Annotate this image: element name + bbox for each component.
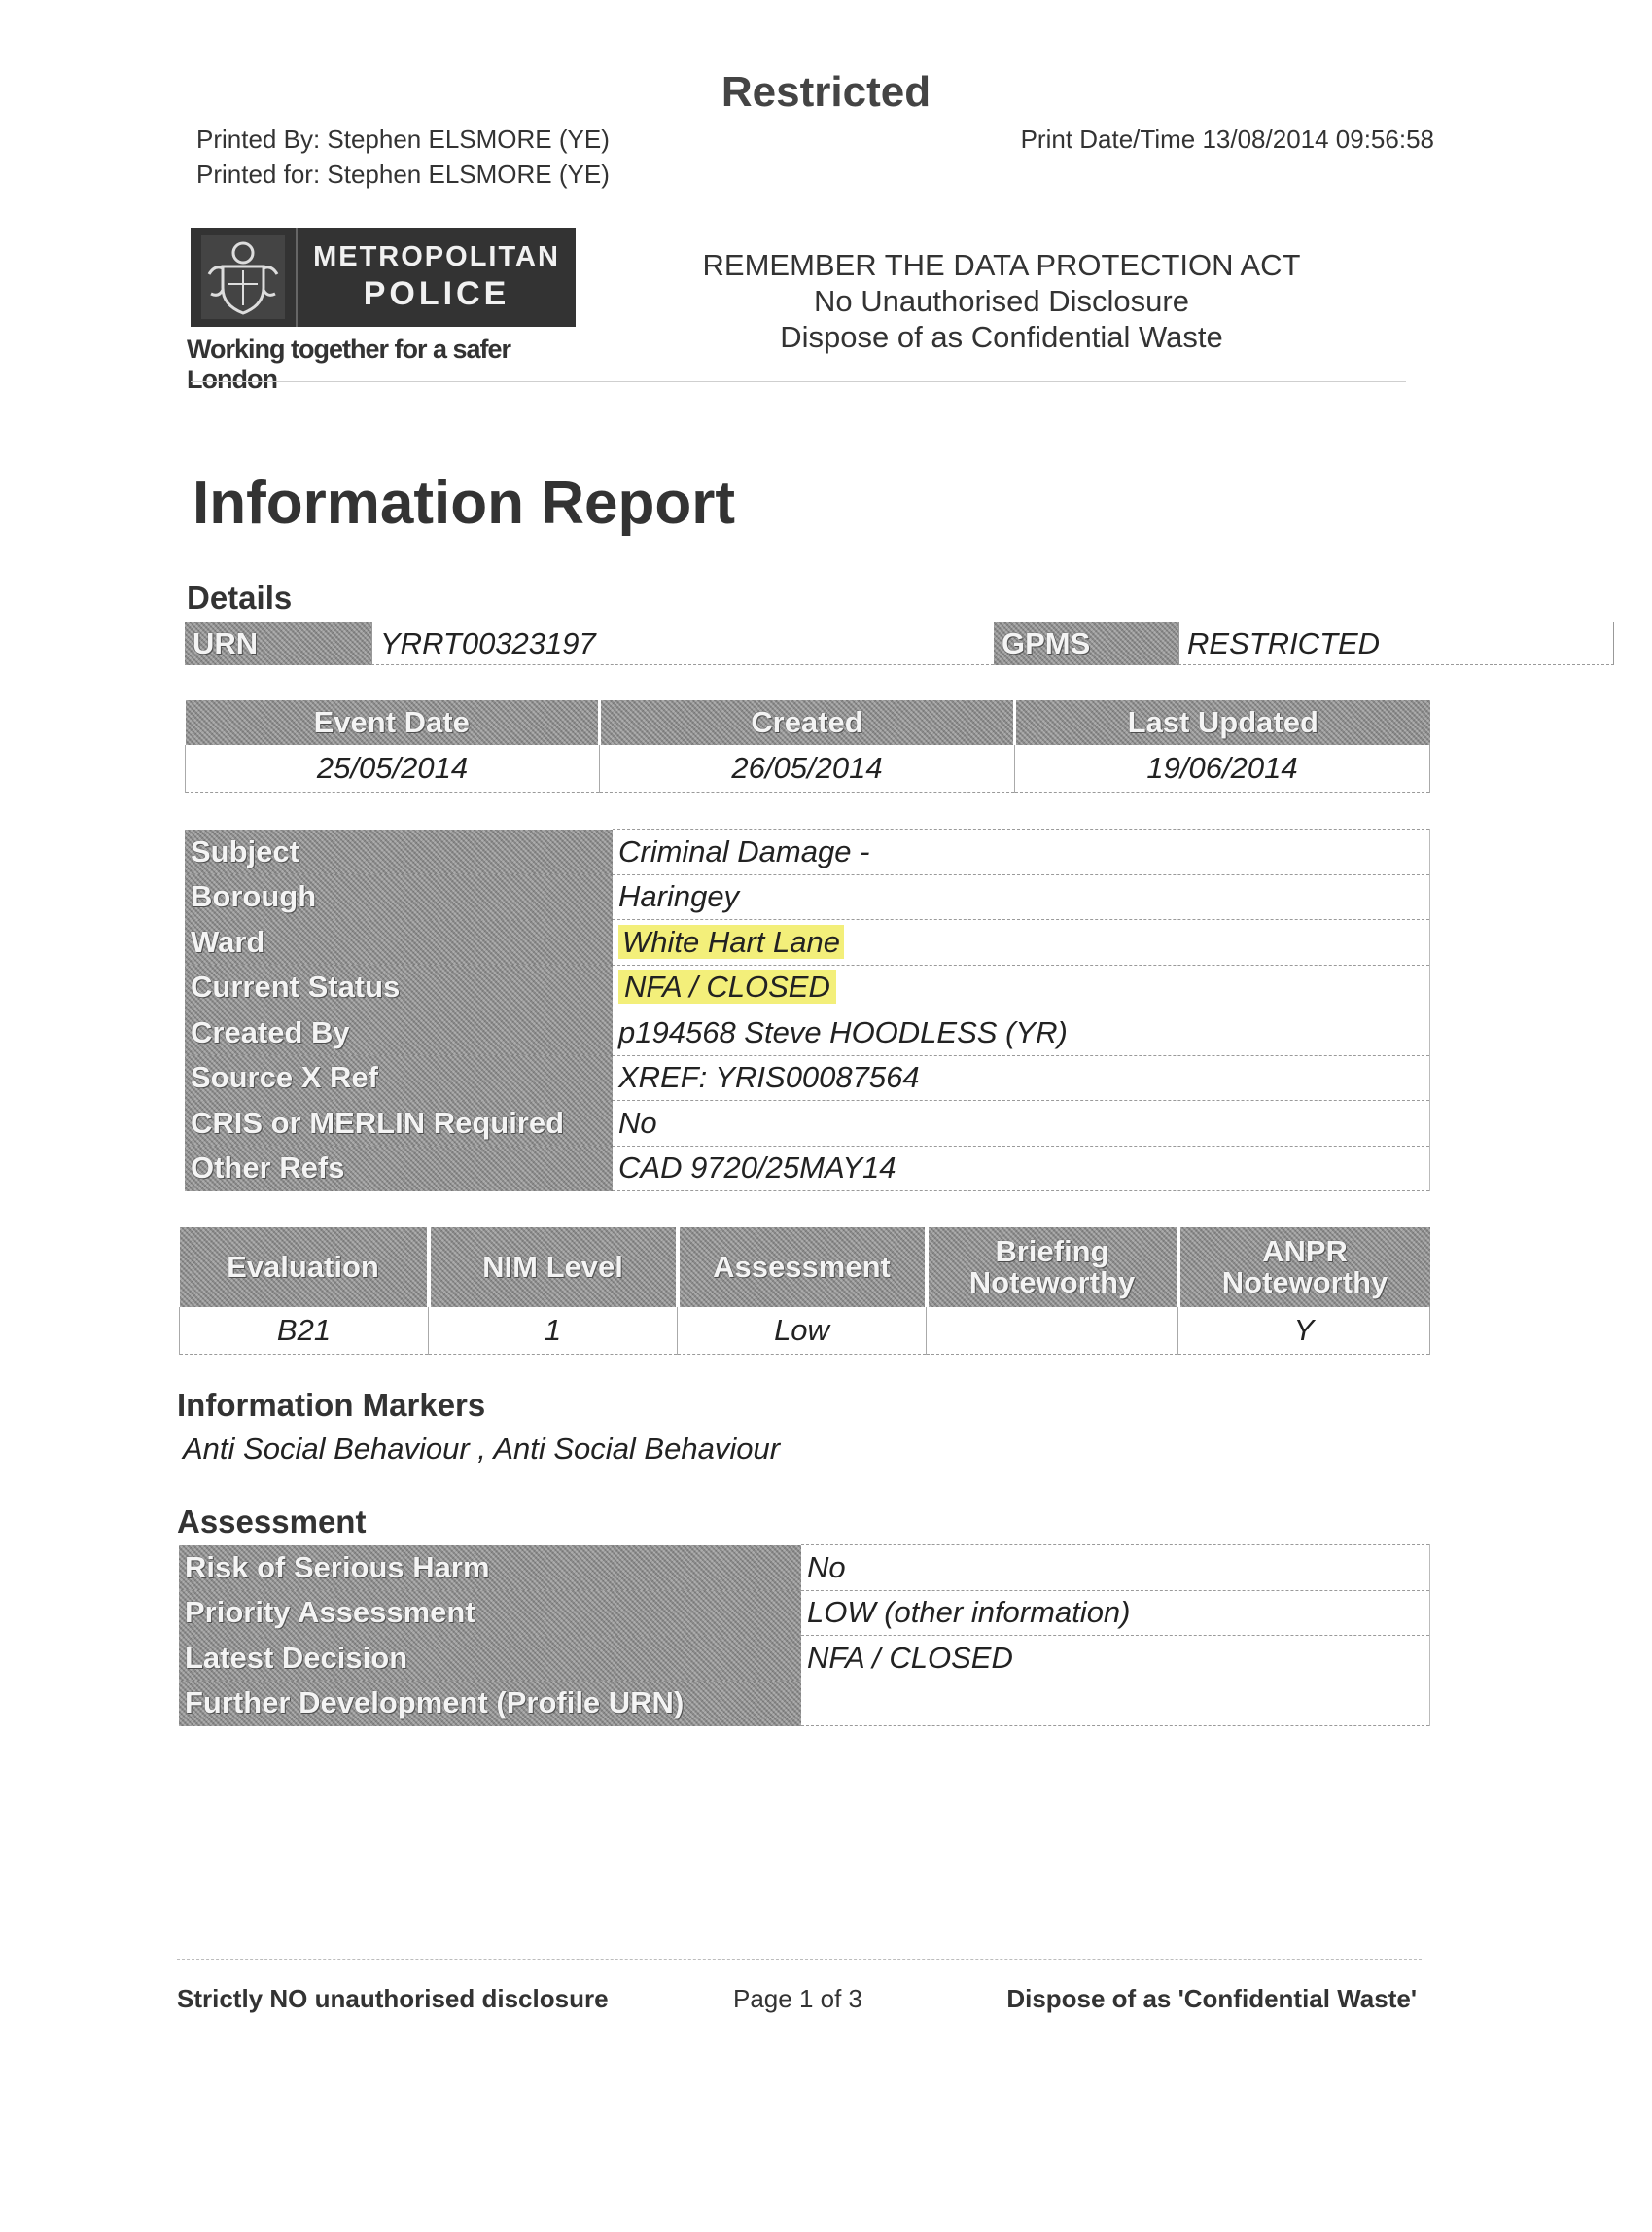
data-protection-notice xyxy=(681,247,1322,355)
field-label: Source X Ref xyxy=(185,1055,613,1101)
field-value: CAD 9720/25MAY14 xyxy=(613,1146,1429,1191)
notice-line-1: REMEMBER THE DATA PROTECTION ACT xyxy=(702,248,1301,282)
classification-heading: Restricted xyxy=(721,68,931,116)
field-value: p194568 Steve HOODLESS (YR) xyxy=(613,1010,1429,1056)
details-row xyxy=(185,874,1429,920)
assessment-value: LOW (other information) xyxy=(801,1590,1429,1636)
anpr-noteworthy-value: Y xyxy=(1178,1307,1430,1354)
footer-divider xyxy=(177,1959,1422,1960)
report-title: Information Report xyxy=(193,470,735,537)
assessment-heading: Assessment xyxy=(177,1504,367,1540)
evaluation-header: Evaluation xyxy=(180,1227,429,1307)
nim-level-header: NIM Level xyxy=(429,1227,678,1307)
notice-line-3: Dispose of as Confidential Waste xyxy=(780,320,1223,354)
details-row xyxy=(185,830,1429,875)
field-label: Subject xyxy=(185,830,613,875)
status-highlight: NFA / CLOSED xyxy=(618,970,836,1004)
assessment-row xyxy=(179,1545,1429,1591)
field-label: Borough xyxy=(185,874,613,920)
field-label: Created By xyxy=(185,1010,613,1056)
field-label: Ward xyxy=(185,920,613,966)
information-markers-heading: Information Markers xyxy=(177,1387,486,1423)
information-markers-text: Anti Social Behaviour , Anti Social Behaviour xyxy=(183,1432,781,1466)
created-value: 26/05/2014 xyxy=(600,745,1015,792)
evaluation-table xyxy=(179,1227,1430,1355)
assessment-label: Risk of Serious Harm xyxy=(179,1545,801,1591)
field-value: Criminal Damage - xyxy=(613,830,1429,875)
assessment-row xyxy=(179,1636,1429,1682)
details-row xyxy=(185,920,1429,966)
anpr-noteworthy-header: ANPR Noteworthy xyxy=(1178,1227,1430,1307)
last-updated-value: 19/06/2014 xyxy=(1015,745,1430,792)
details-row xyxy=(185,1010,1429,1056)
dates-table xyxy=(185,700,1430,793)
gpms-value: RESTRICTED xyxy=(1178,622,1614,665)
field-value: No xyxy=(613,1101,1429,1147)
details-row xyxy=(185,1055,1429,1101)
assessment-label: Priority Assessment xyxy=(179,1590,801,1636)
field-value xyxy=(613,920,1429,966)
logo-tagline: Working together for a safer London xyxy=(187,335,511,394)
assessment-value xyxy=(801,1681,1429,1726)
field-label: Other Refs xyxy=(185,1146,613,1191)
footer-page-number: Page 1 of 3 xyxy=(733,1984,862,2013)
assessment-value: Low xyxy=(678,1307,927,1354)
notice-line-2: No Unauthorised Disclosure xyxy=(814,284,1189,318)
printed-by: Printed By: Stephen ELSMORE (YE) xyxy=(196,124,610,154)
evaluation-value: B21 xyxy=(180,1307,429,1354)
printed-for: Printed for: Stephen ELSMORE (YE) xyxy=(196,159,610,189)
assessment-header: Assessment xyxy=(678,1227,927,1307)
logo-line-2: POLICE xyxy=(363,275,510,312)
gpms-label: GPMS xyxy=(994,622,1178,665)
assessment-label: Further Development (Profile URN) xyxy=(179,1681,801,1726)
details-row xyxy=(185,1146,1429,1191)
field-value xyxy=(613,965,1429,1010)
assessment-row xyxy=(179,1681,1429,1726)
urn-value: YRRT00323197 xyxy=(371,622,994,665)
created-header: Created xyxy=(600,700,1015,745)
last-updated-header: Last Updated xyxy=(1015,700,1430,745)
urn-gpms-row xyxy=(185,622,1429,665)
nim-level-value: 1 xyxy=(429,1307,678,1354)
assessment-label: Latest Decision xyxy=(179,1636,801,1682)
field-label: CRIS or MERLIN Required xyxy=(185,1101,613,1147)
details-heading: Details xyxy=(187,580,293,616)
event-date-value: 25/05/2014 xyxy=(186,745,600,792)
details-fields-table xyxy=(185,829,1430,1191)
field-value: Haringey xyxy=(613,874,1429,920)
details-row xyxy=(185,965,1429,1010)
assessment-value: No xyxy=(801,1545,1429,1591)
ward-highlight: White Hart Lane xyxy=(618,925,844,959)
logo-line-1: METROPOLITAN xyxy=(313,241,560,272)
field-label: Current Status xyxy=(185,965,613,1010)
print-datetime: Print Date/Time 13/08/2014 09:56:58 xyxy=(1020,124,1434,154)
assessment-row xyxy=(179,1590,1429,1636)
details-row xyxy=(185,1101,1429,1147)
footer-disclosure: Strictly NO unauthorised disclosure xyxy=(177,1984,609,2013)
event-date-header: Event Date xyxy=(186,700,600,745)
assessment-value: NFA / CLOSED xyxy=(801,1636,1429,1682)
field-value: XREF: YRIS00087564 xyxy=(613,1055,1429,1101)
header-divider xyxy=(191,381,1406,382)
footer-disposal: Dispose of as 'Confidential Waste' xyxy=(1006,1984,1417,2013)
briefing-noteworthy-value xyxy=(927,1307,1178,1354)
met-police-logo xyxy=(191,228,576,327)
urn-label: URN xyxy=(185,622,371,665)
briefing-noteworthy-header: Briefing Noteworthy xyxy=(927,1227,1178,1307)
assessment-table xyxy=(179,1544,1430,1726)
crest-icon xyxy=(191,228,298,327)
